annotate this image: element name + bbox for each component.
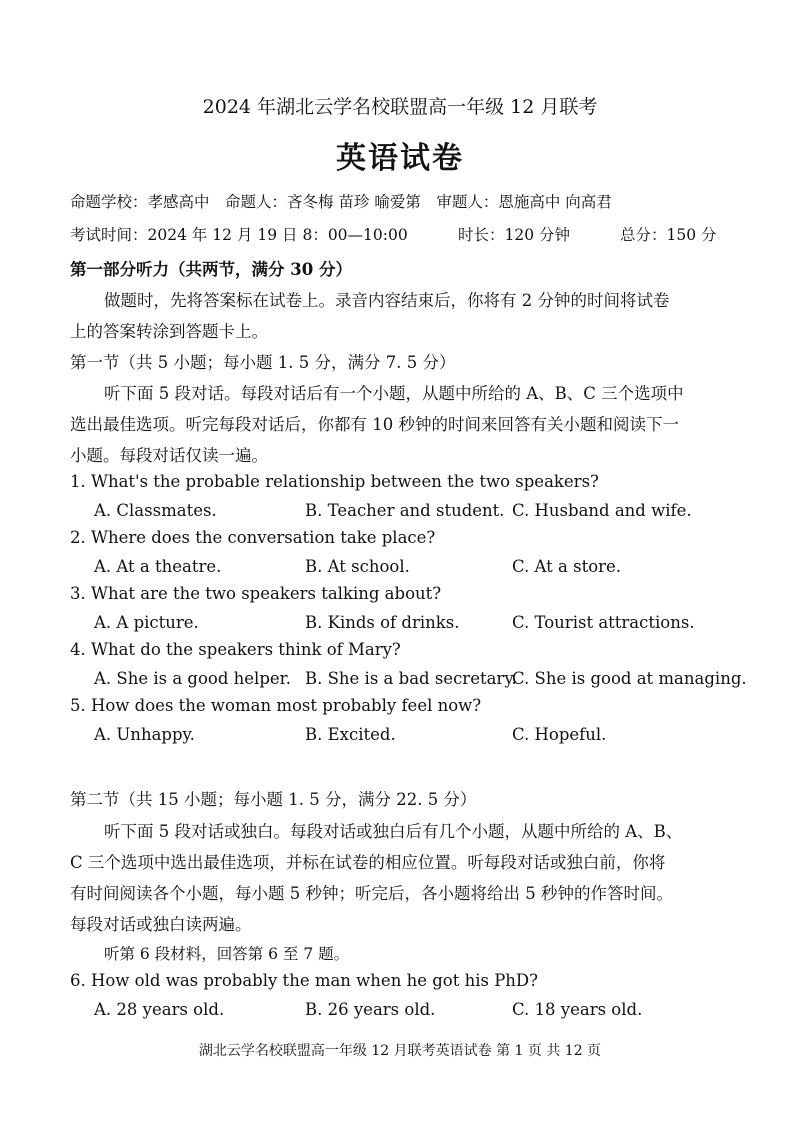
section1-instructions: 小题。每段对话仅读一遍。	[70, 446, 268, 465]
exam-title-line: 2024 年湖北云学名校联盟高一年级 12 月联考	[202, 96, 598, 118]
option-a: A. She is a good helper.	[94, 669, 291, 688]
question-stem: 3. What are the two speakers talking about?	[70, 584, 442, 603]
option-a: A. At a theatre.	[94, 557, 222, 576]
meta-exam-time: 考试时间：2024 年 12 月 19 日 8：00—10:00	[70, 226, 408, 244]
section2-instructions: 听下面 5 段对话或独白。每段对话或独白后有几个小题，从题中所给的 A、B、	[104, 822, 683, 841]
subject-title: 英语试卷	[336, 141, 464, 176]
section2-instructions: 每段对话或独白读两遍。	[70, 915, 252, 934]
meta-duration: 时长：120 分钟	[458, 226, 571, 244]
page-footer: 湖北云学名校联盟高一年级 12 月联考英语试卷 第 1 页 共 12 页	[198, 1043, 602, 1059]
option-a: A. 28 years old.	[94, 1000, 225, 1019]
question-stem: 5. How does the woman most probably feel now?	[70, 696, 482, 715]
part1-intro: 做题时，先将答案标在试卷上。录音内容结束后，你将有 2 分钟的时间将试卷	[104, 291, 670, 310]
question-stem: 4. What do the speakers think of Mary?	[70, 640, 401, 659]
question-stem: 2. Where does the conversation take place?	[70, 528, 436, 547]
section2-heading: 第二节（共 15 小题；每小题 1. 5 分，满分 22. 5 分）	[70, 790, 477, 809]
section2-instructions: C 三个选项中选出最佳选项，并标在试卷的相应位置。听每段对话或独白前，你将	[70, 853, 666, 872]
part1-heading: 第一部分听力（共两节，满分 30 分）	[70, 260, 352, 279]
option-a: A. Classmates.	[94, 501, 217, 520]
section2-instructions: 有时间阅读各个小题，每小题 5 秒钟；听完后，各小题将给出 5 秒钟的作答时间。	[70, 884, 673, 903]
section1-heading: 第一节（共 5 小题；每小题 1. 5 分，满分 7. 5 分）	[70, 353, 456, 372]
option-c: C. Hopeful.	[512, 725, 607, 744]
question-stem: 1. What's the probable relationship between the two speakers?	[70, 472, 599, 491]
section2-note: 听第 6 段材料，回答第 6 至 7 题。	[104, 945, 350, 963]
option-c: C. At a store.	[512, 557, 622, 576]
question-stem: 6. How old was probably the man when he got his PhD?	[70, 971, 538, 990]
option-c: C. Husband and wife.	[512, 501, 692, 520]
option-a: A. A picture.	[94, 613, 199, 632]
meta-authors: 命题学校：孝感高中 命题人：吝冬梅 苗珍 喻爱第 审题人：恩施高中 向高君	[70, 193, 612, 211]
part1-intro: 上的答案转涂到答题卡上。	[70, 322, 268, 341]
option-b: B. She is a bad secretary.	[305, 669, 517, 688]
option-b: B. 26 years old.	[305, 1000, 436, 1019]
section1-instructions: 选出最佳选项。听完每段对话后，你都有 10 秒钟的时间来回答有关小题和阅读下一	[70, 415, 679, 434]
option-b: B. At school.	[305, 557, 410, 576]
option-b: B. Excited.	[305, 725, 396, 744]
meta-total: 总分：150 分	[620, 226, 717, 244]
section1-instructions: 听下面 5 段对话。每段对话后有一个小题，从题中所给的 A、B、C 三个选项中	[104, 384, 684, 403]
option-c: C. She is good at managing.	[512, 669, 747, 688]
option-c: C. 18 years old.	[512, 1000, 643, 1019]
option-b: B. Kinds of drinks.	[305, 613, 460, 632]
option-a: A. Unhappy.	[94, 725, 195, 744]
option-b: B. Teacher and student.	[305, 501, 505, 520]
option-c: C. Tourist attractions.	[512, 613, 695, 632]
